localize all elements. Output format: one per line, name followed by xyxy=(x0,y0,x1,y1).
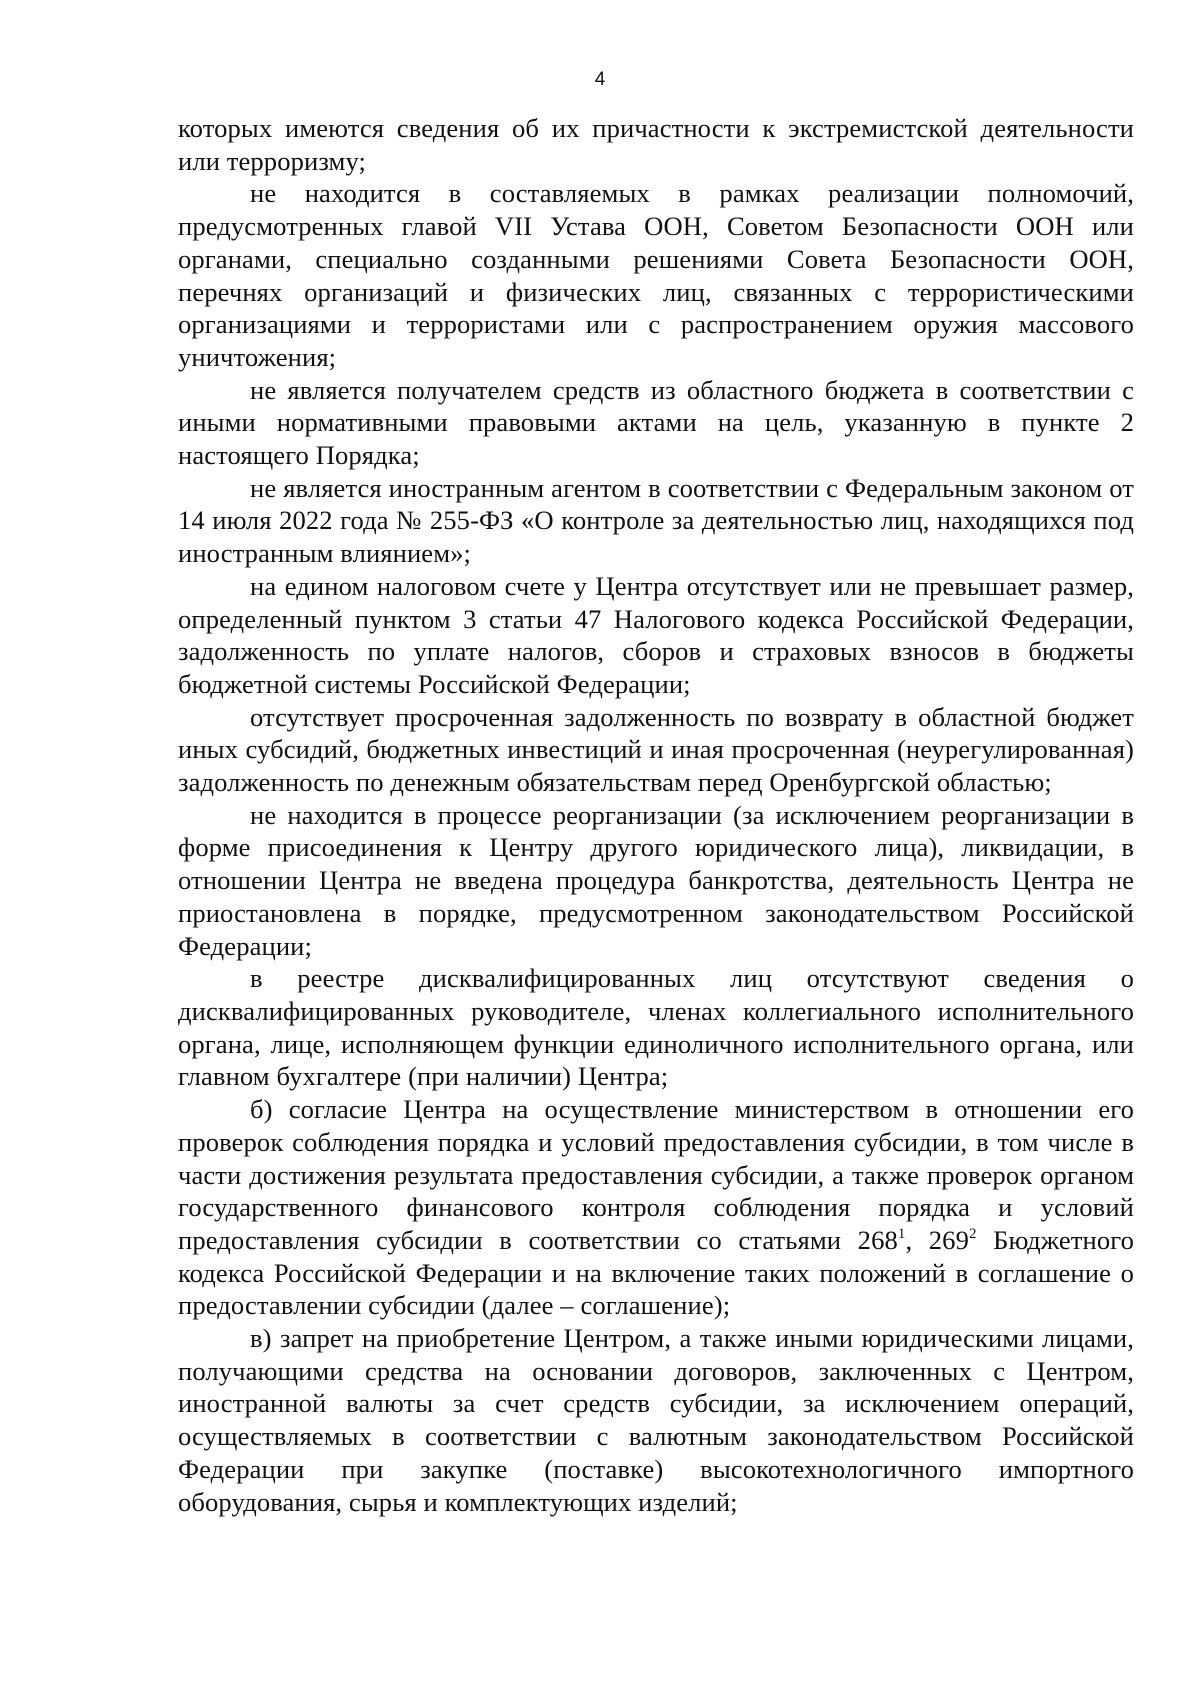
paragraph-not-foreign-agent: не является иностранным агентом в соответствии с Федеральным законом от 14 июля 2022 года № 255-ФЗ «О контроле за деятельностью лиц, находящихся под иностранным влиянием»; xyxy=(178,472,1134,569)
paragraph-tax-arrears: на едином налоговом счете у Центра отсутствует или не превышает размер, определенный пунктом 3 статьи 47 Налогового кодекса Российской Федерации, задолженность по уплате налогов, сборов и страховых взносов в бюджеты бюджетной системы Российской Федерации; xyxy=(178,570,1134,699)
paragraph-continuation: которых имеются сведения об их причастности к экстремистской деятельности или терроризму; xyxy=(178,113,1134,176)
consent-text-part1: б) согласие Центра на осуществление министерством в отношении его проверок соблюдения порядка и условий предоставления субсидии, в том числе в части достижения результата предоставления субсидии, а также проверок органом государственного финансового контроля соблюдения порядка и условий предоставления субсидии в соответствии со статьями 268 xyxy=(178,1094,1134,1255)
superscript-1: 1 xyxy=(897,1225,906,1242)
superscript-2: 2 xyxy=(968,1225,977,1242)
paragraph-not-budget-recipient: не является получателем средств из областного бюджета в соответствии с иными нормативными правовыми актами на цель, указанную в пункте 2 настоящего Порядка; xyxy=(178,374,1134,471)
consent-text-part2: , 269 xyxy=(905,1224,969,1255)
paragraph-disqualified-persons: в реестре дисквалифицированных лиц отсутствуют сведения о дисквалифицированных руководителе, членах коллегиального исполнительного органа, лице, исполняющем функции единоличного исполнительного органа, или главном бухгалтере (при наличии) Центра; xyxy=(178,963,1134,1092)
paragraph-overdue-debt: отсутствует просроченная задолженность по возврату в областной бюджет иных субсидий, бюджетных инвестиций и иная просроченная (неурегулированная) задолженность по денежным обязательствам перед Оренбургской областью; xyxy=(178,701,1134,798)
paragraph-reorganization: не находится в процессе реорганизации (за исключением реорганизации в форме присоединения к Центру другого юридического лица), ликвидации, в отношении Центра не введена процедура банкротства, деятельность Центра не приостановлена в порядке, предусмотренном законодательством Российской Федерации; xyxy=(178,799,1134,961)
paragraph-foreign-currency-ban: в) запрет на приобретение Центром, а также иными юридическими лицами, получающими средства на основании договоров, заключенных с Центром, иностранной валюты за счет средств субсидии, за исключением операций, осуществляемых в соответствии с валютным законодательством Российской Федерации при закупке (поставке) высокотехнологичного импортного оборудования, сырья и комплектующих изделий; xyxy=(178,1323,1134,1517)
paragraph-consent-to-inspections xyxy=(178,1093,1134,1322)
page-number: 4 xyxy=(594,69,606,90)
paragraph-un-sanctions-lists: не находится в составляемых в рамках реализации полномочий, предусмотренных главой VII Устава ООН, Советом Безопасности ООН или органами, специально созданными решениями Совета Безопасности ООН, перечнях организаций и физических лиц, связанных с террористическими организациями и террористами или с распространением оружия массового уничтожения; xyxy=(178,178,1134,372)
consent-text-part3: Бюджетного кодекса Российской Федерации и на включение таких положений в соглашение о предоставлении субсидии (далее – соглашение); xyxy=(178,1224,1134,1321)
document-body xyxy=(178,112,1134,1518)
